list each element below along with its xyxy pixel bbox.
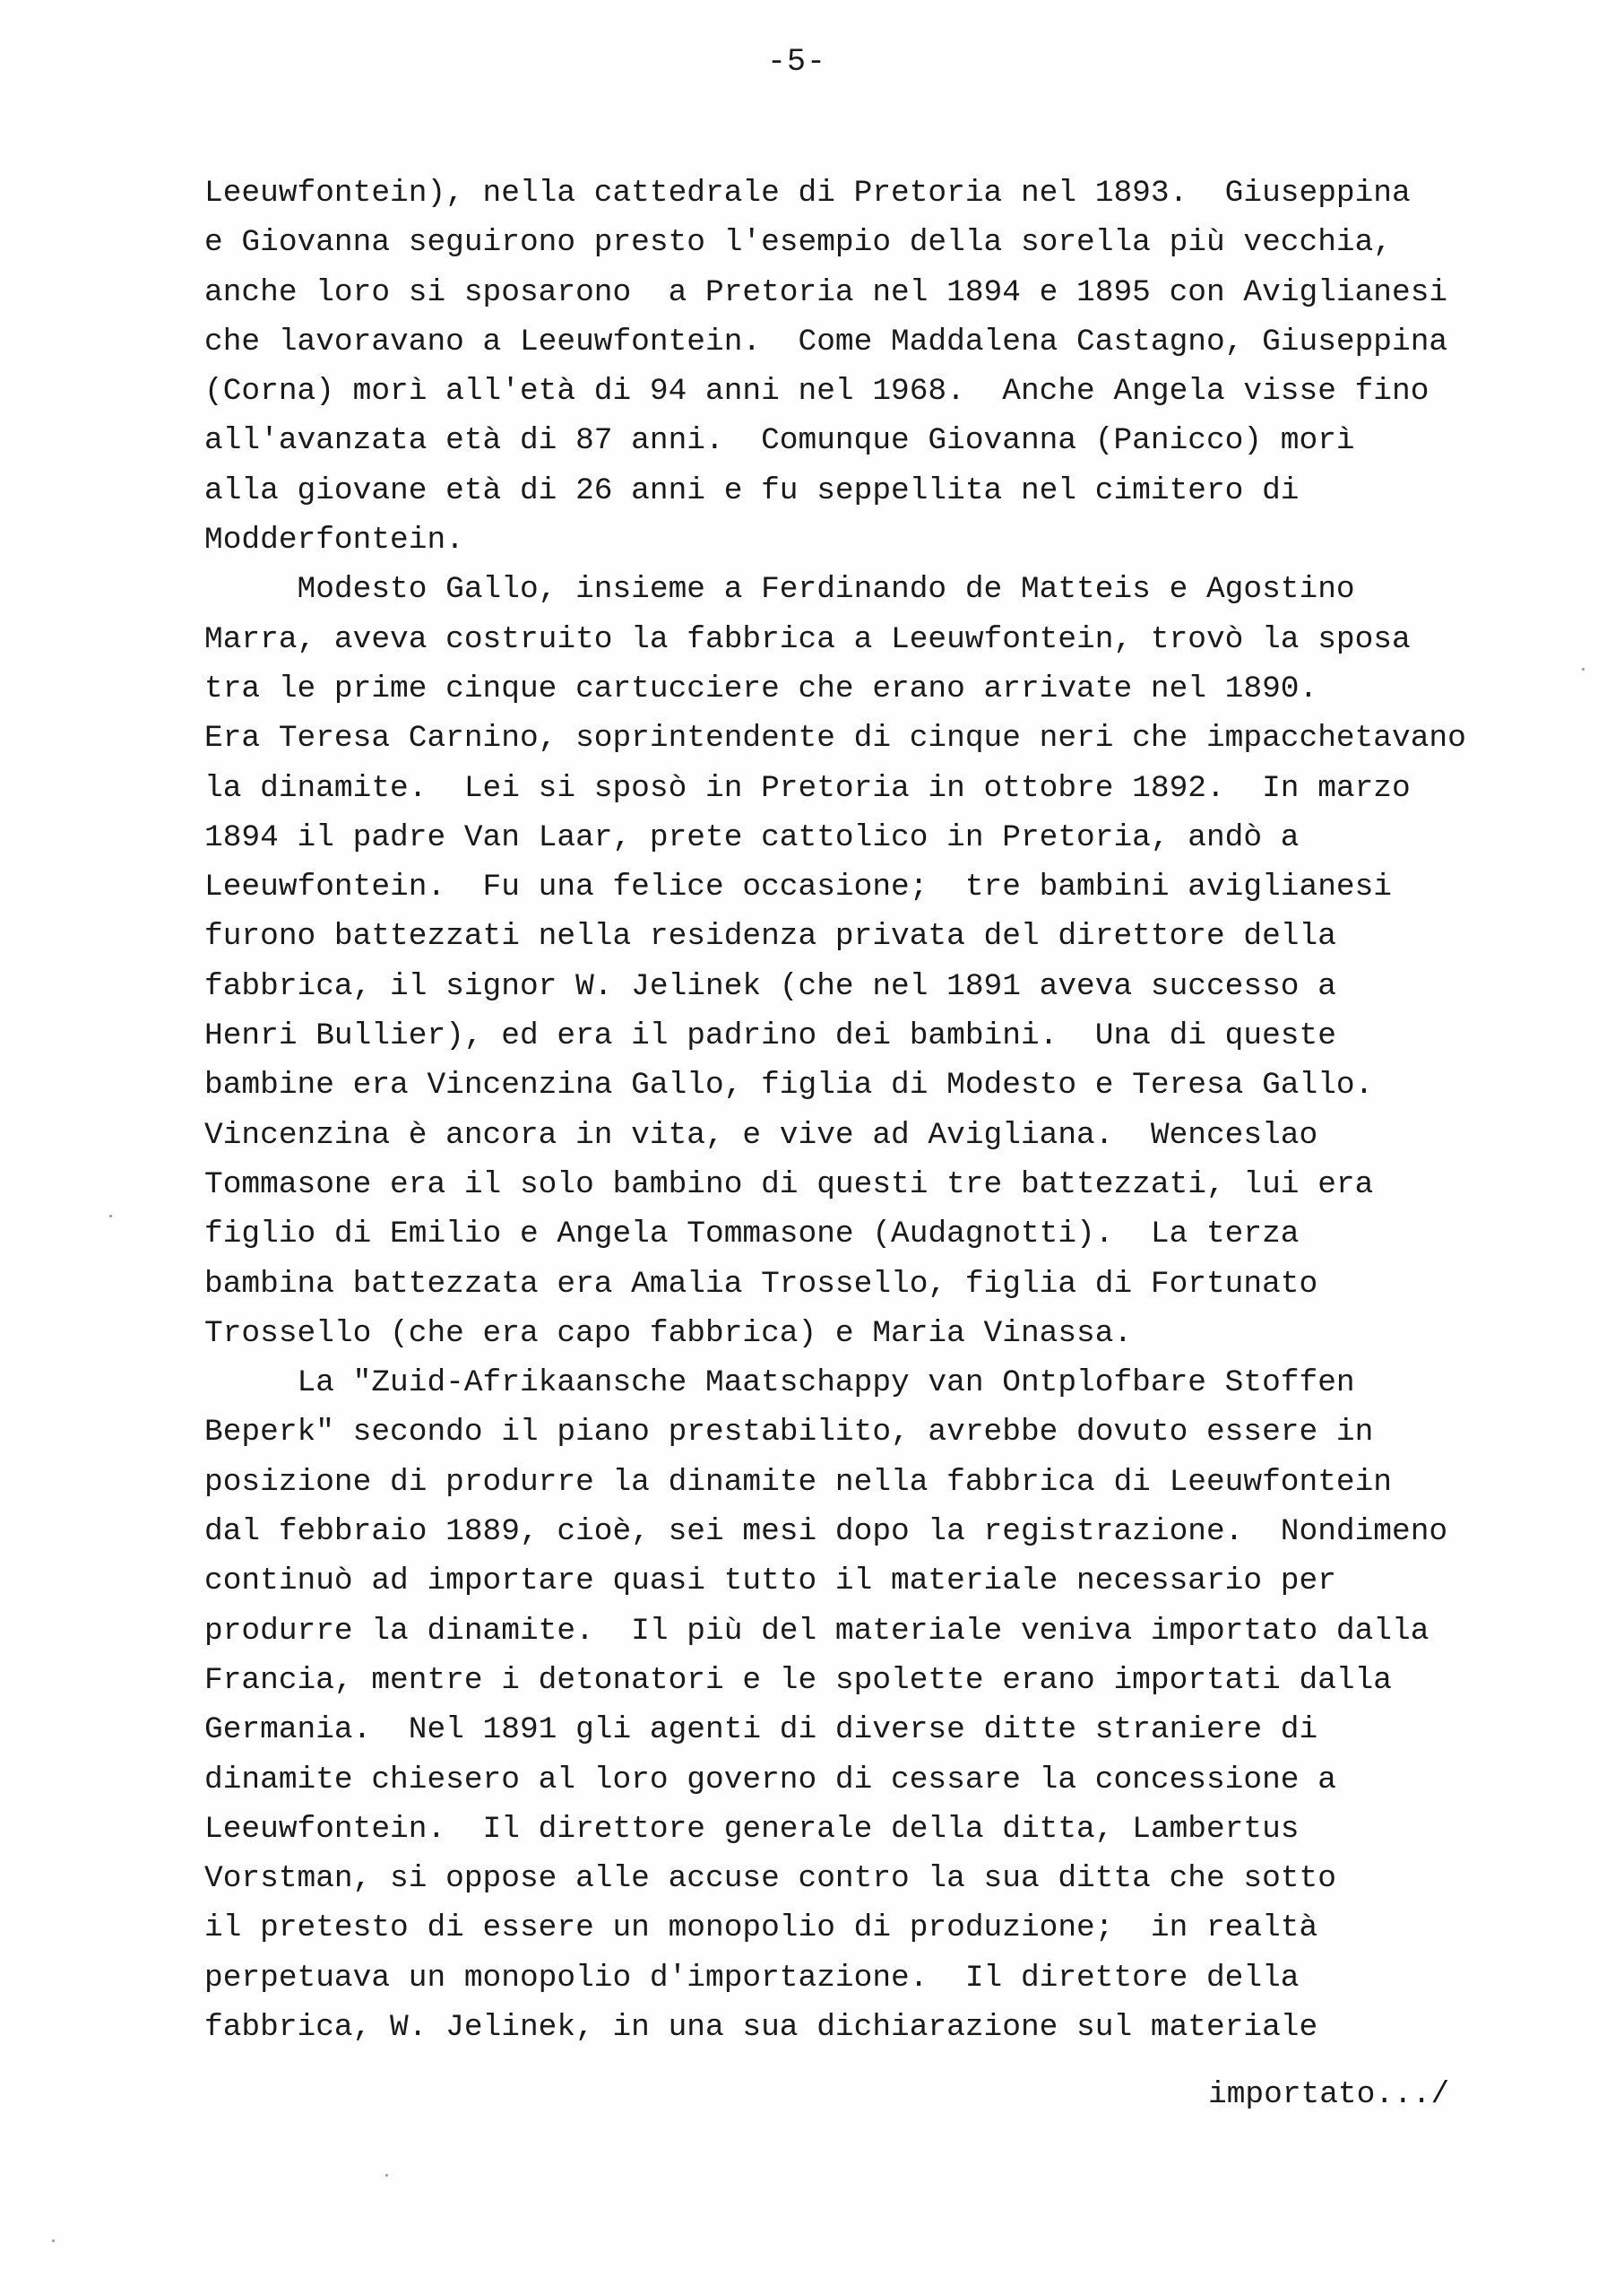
text-line: tra le prime cinque cartucciere che erano arrivate nel 1890. (204, 671, 1318, 706)
scan-speck (109, 1215, 112, 1217)
text-line: Tommasone era il solo bambino di questi tre battezzati, lui era (204, 1166, 1374, 1202)
text-line: la dinamite. Lei si sposò in Pretoria in ottobre 1892. In marzo (204, 770, 1411, 806)
text-line: bambina battezzata era Amalia Trossello, figlia di Fortunato (204, 1266, 1318, 1302)
text-line: Era Teresa Carnino, soprintendente di cinque neri che impacchetavano (204, 721, 1466, 757)
catchword: importato.../ (1208, 2077, 1450, 2112)
text-line: Modderfontein. (204, 523, 464, 559)
text-line: Vorstman, si oppose alle accuse contro la sua ditta che sotto (204, 1861, 1336, 1897)
text-line: (Corna) morì all'età di 94 anni nel 1968. Anche Angela visse fino (204, 374, 1430, 410)
text-line: posizione di produrre la dinamite nella fabbrica di Leeuwfontein (204, 1464, 1393, 1500)
text-line: dal febbraio 1889, cioè, sei mesi dopo la registrazione. Nondimeno (204, 1514, 1448, 1550)
text-line: continuò ad importare quasi tutto il materiale necessario per (204, 1563, 1336, 1599)
text-line: Leeuwfontein), nella cattedrale di Pretoria nel 1893. Giuseppina (204, 176, 1411, 211)
text-line: Francia, mentre i detonatori e le spolette erano importati dalla (204, 1662, 1393, 1698)
text-line: fabbrica, W. Jelinek, in una sua dichiarazione sul materiale (204, 2009, 1318, 2045)
text-line: Trossello (che era capo fabbrica) e Maria Vinassa. (204, 1315, 1133, 1351)
scan-speck (385, 2174, 388, 2177)
text-line: Modesto Gallo, insieme a Ferdinando de Matteis e Agostino (204, 572, 1355, 608)
text-line: che lavoravano a Leeuwfontein. Come Maddalena Castagno, Giuseppina (204, 324, 1448, 359)
text-line: dinamite chiesero al loro governo di cessare la concessione a (204, 1762, 1336, 1797)
text-line: all'avanzata età di 87 anni. Comunque Giovanna (Panicco) morì (204, 423, 1355, 459)
scan-speck (52, 2239, 55, 2242)
text-line: Leeuwfontein. Il direttore generale della ditta, Lambertus (204, 1811, 1300, 1847)
body-text (204, 169, 1567, 2052)
text-line: 1894 il padre Van Laar, prete cattolico in Pretoria, andò a (204, 819, 1300, 855)
text-line: Marra, aveva costruito la fabbrica a Leeuwfontein, trovò la sposa (204, 621, 1411, 657)
text-line: il pretesto di essere un monopolio di produzione; in realtà (204, 1910, 1318, 1946)
text-line: produrre la dinamite. Il più del materiale veniva importato dalla (204, 1613, 1430, 1649)
text-line: furono battezzati nella residenza privata del direttore della (204, 919, 1336, 955)
text-line: Henri Bullier), ed era il padrino dei bambini. Una di queste (204, 1018, 1336, 1054)
page-number: -5- (767, 44, 827, 80)
text-line: alla giovane età di 26 anni e fu seppellita nel cimitero di (204, 472, 1300, 508)
text-line: e Giovanna seguirono presto l'esempio della sorella più vecchia, (204, 225, 1393, 261)
text-line: Vincenzina è ancora in vita, e vive ad Avigliana. Wenceslao (204, 1117, 1318, 1153)
text-line: perpetuava un monopolio d'importazione. Il direttore della (204, 1960, 1300, 1996)
text-line: anche loro si sposarono a Pretoria nel 1894 e 1895 con Aviglianesi (204, 274, 1448, 310)
text-line: Germania. Nel 1891 gli agenti di diverse ditte straniere di (204, 1712, 1318, 1748)
text-line: Beperk" secondo il piano prestabilito, avrebbe dovuto essere in (204, 1415, 1374, 1451)
scan-speck (1582, 668, 1585, 671)
text-line: La "Zuid-Afrikaansche Maatschappy van Ontplofbare Stoffen (204, 1365, 1355, 1401)
text-line: fabbrica, il signor W. Jelinek (che nel 1891 aveva successo a (204, 968, 1336, 1004)
text-line: figlio di Emilio e Angela Tommasone (Audagnotti). La terza (204, 1217, 1300, 1252)
text-line: Leeuwfontein. Fu una felice occasione; tre bambini aviglianesi (204, 870, 1393, 905)
text-line: bambine era Vincenzina Gallo, figlia di Modesto e Teresa Gallo. (204, 1068, 1374, 1104)
